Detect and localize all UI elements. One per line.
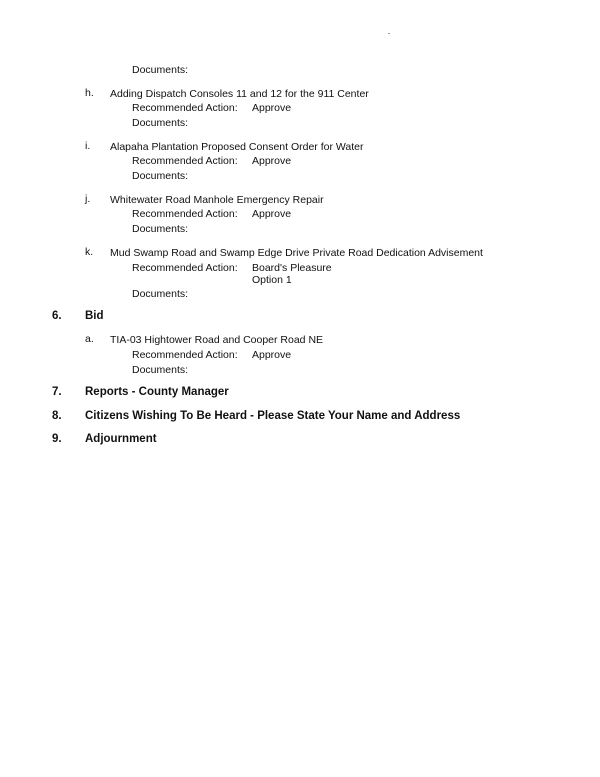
item-documents-label-a: Documents: [132, 364, 189, 376]
item-action-value-i: Approve [252, 155, 292, 167]
item-title-j: Whitewater Road Manhole Emergency Repair [110, 194, 324, 206]
section-title-bid: Bid [85, 310, 104, 322]
item-letter-j: j. [85, 193, 91, 205]
item-action-value-a: Approve [252, 349, 292, 361]
section-title-reports: Reports - County Manager [85, 386, 229, 398]
item-action-label-k: Recommended Action: [132, 262, 238, 274]
item-title-i: Alapaha Plantation Proposed Consent Order for Water [110, 141, 364, 153]
section-number-7: 7. [52, 386, 62, 398]
section-number-9: 9. [52, 433, 62, 445]
item-documents-label-h: Documents: [132, 117, 189, 129]
section-number-6: 6. [52, 310, 62, 322]
item-documents-label-j: Documents: [132, 223, 189, 235]
item-action-label-h: Recommended Action: [132, 102, 238, 114]
item-action-label-j: Recommended Action: [132, 208, 238, 220]
item-action-value-h: Approve [252, 102, 292, 114]
scan-speck [388, 33, 390, 34]
item-letter-a: a. [85, 333, 94, 345]
item-action-value-j: Approve [252, 208, 292, 220]
section-title-adjournment: Adjournment [85, 433, 157, 445]
section-number-8: 8. [52, 410, 62, 422]
item-documents-label-i: Documents: [132, 170, 189, 182]
item-letter-h: h. [85, 87, 94, 99]
item-title-k: Mud Swamp Road and Swamp Edge Drive Private Road Dedication Advisement [110, 247, 483, 259]
item-title-a: TIA-03 Hightower Road and Cooper Road NE [110, 334, 324, 346]
item-letter-k: k. [85, 246, 94, 258]
item-letter-i: i. [85, 140, 91, 152]
item-action-label-i: Recommended Action: [132, 155, 238, 167]
item-action-value-k: Board's Pleasure [252, 262, 332, 274]
item-title-h: Adding Dispatch Consoles 11 and 12 for the 911 Center [110, 88, 369, 100]
item-action-value-k-line-2: Option 1 [252, 274, 292, 286]
section-title-citizens: Citizens Wishing To Be Heard - Please State Your Name and Address [85, 410, 461, 422]
continuation-documents-label: Documents: [132, 64, 189, 76]
item-documents-label-k: Documents: [132, 288, 189, 300]
item-action-label-a: Recommended Action: [132, 349, 238, 361]
